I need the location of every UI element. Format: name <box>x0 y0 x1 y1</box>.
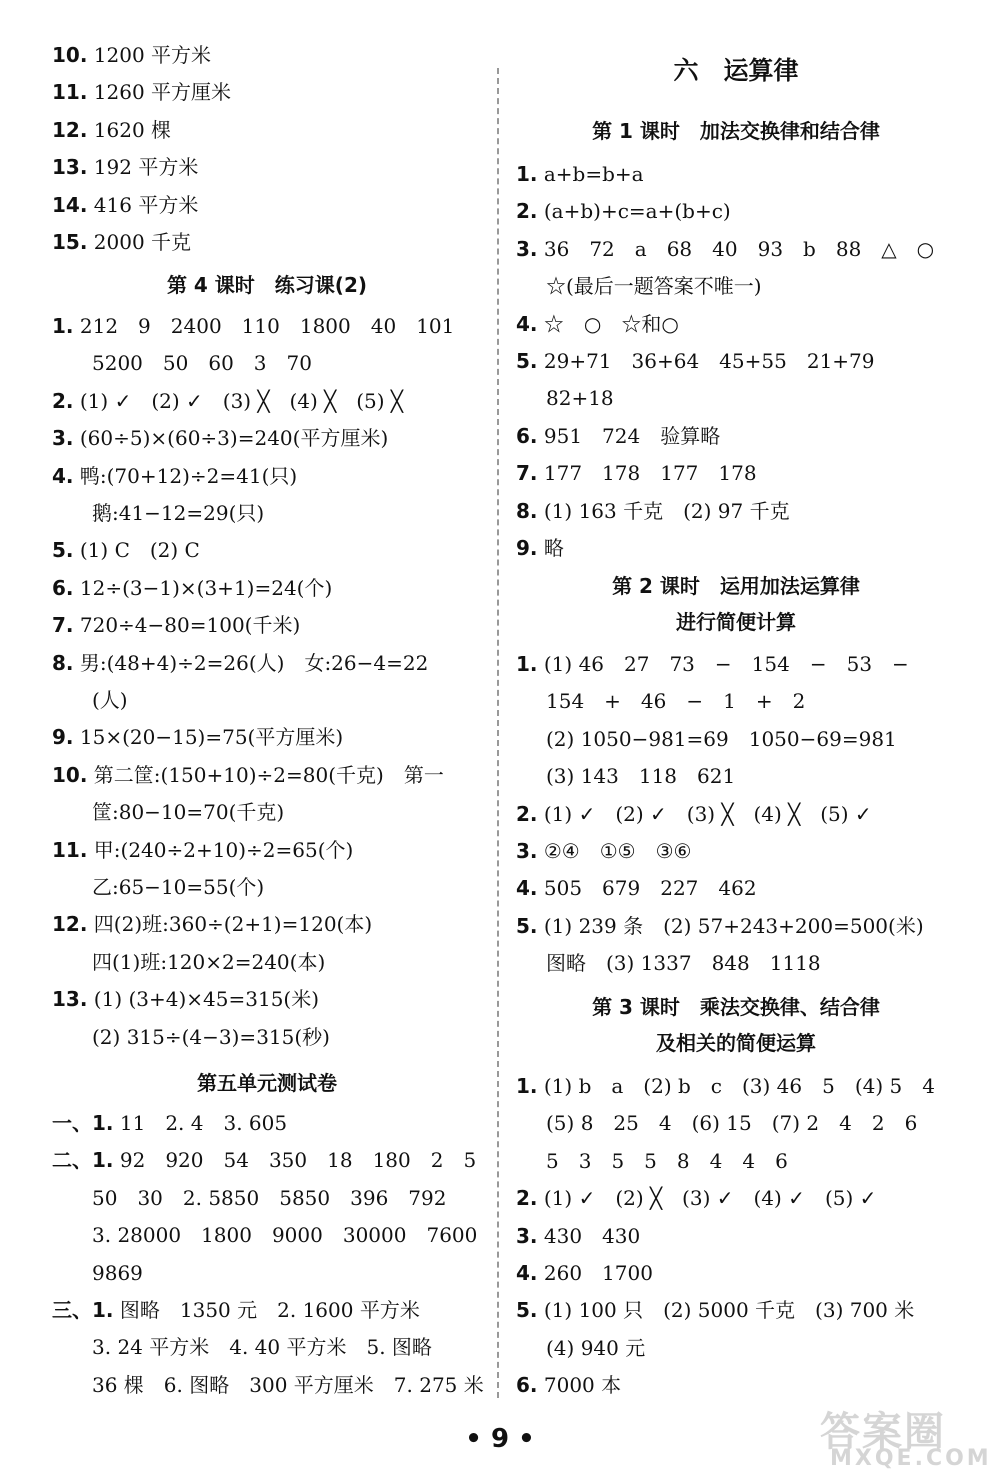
answer-line <box>92 1260 143 1286</box>
answer-text: 720÷4−80=100(千米) <box>79 613 301 638</box>
answer-line <box>546 763 735 789</box>
answer-text: 12÷(3−1)×(3+1)=24(个) <box>79 575 333 600</box>
item-number: 15. <box>52 230 88 254</box>
item-number: 2. <box>516 199 538 224</box>
answer-line <box>516 1297 914 1323</box>
item-number: 三、1. <box>52 1298 114 1322</box>
answer-line <box>516 651 909 677</box>
answer-line <box>52 911 372 937</box>
answer-text: (1) C (2) C <box>79 538 200 563</box>
answer-line <box>92 687 128 713</box>
answer-text: 3. 24 平方米 4. 40 平方米 5. 图略 <box>92 1335 432 1360</box>
item-number: 4. <box>516 1261 538 1285</box>
answer-text: (人) <box>92 688 128 712</box>
answer-line <box>516 1260 653 1286</box>
answer-line <box>92 799 284 825</box>
unit-5-test-title: 第五单元测试卷 <box>197 1071 337 1095</box>
answer-text: (1) 46 27 73 − 154 − 53 − <box>543 652 909 676</box>
answer-text: (1) 239 条 (2) 57+243+200=500(米) <box>543 913 924 938</box>
answer-line <box>516 423 720 449</box>
answer-line <box>52 42 211 68</box>
answer-line <box>546 1335 645 1361</box>
answer-text: (2) 1050−981=69 1050−69=981 <box>546 726 897 751</box>
answer-text: 5 3 5 5 8 4 4 6 <box>546 1148 788 1173</box>
answer-line <box>92 350 312 376</box>
answer-text: 筐:80−10=70(千克) <box>92 800 285 825</box>
answer-text: (a+b)+c=a+(b+c) <box>543 199 731 224</box>
item-number: 1. <box>516 652 538 676</box>
answer-line <box>92 1185 446 1211</box>
answer-line <box>516 913 924 939</box>
answer-text: (3) 143 118 621 <box>546 764 736 789</box>
lesson-3-title: 第 3 课时 乘法交换律、结合律 <box>592 995 880 1019</box>
item-number: 4. <box>516 876 538 901</box>
answer-text: 鸭:(70+12)÷2=41(只) <box>79 463 298 488</box>
answer-text: 36 棵 6. 图略 300 平方厘米 7. 275 米 <box>92 1372 484 1397</box>
answer-line <box>52 1147 476 1173</box>
answer-text: 505 679 227 462 <box>543 876 757 901</box>
item-number: 1. <box>516 162 538 186</box>
item-number: 一、1. <box>52 1111 114 1135</box>
answer-line <box>516 236 934 262</box>
answer-line <box>92 874 264 900</box>
answer-text: 154 + 46 − 1 + 2 <box>546 689 806 714</box>
answer-text: 1200 平方米 <box>93 43 212 67</box>
item-number: 12. <box>52 912 88 937</box>
item-number: 5. <box>516 349 538 373</box>
item-number: 10. <box>52 762 88 787</box>
answer-text: 5200 50 60 3 70 <box>92 351 312 376</box>
answer-line <box>52 229 191 255</box>
item-number: 2. <box>516 801 538 826</box>
answer-text: (60÷5)×(60÷3)=240(平方厘米) <box>79 426 389 451</box>
answer-text: 略 <box>543 536 564 560</box>
answer-line <box>516 311 679 337</box>
answer-line <box>52 463 297 489</box>
item-number: 3. <box>516 839 538 863</box>
lesson-1-title: 第 1 课时 加法交换律和结合律 <box>592 119 880 143</box>
answer-text: 四(2)班:360÷(2+1)=120(本) <box>93 912 373 937</box>
answer-text: 177 178 177 178 <box>543 461 757 486</box>
answer-text: 鹅:41−12=29(只) <box>92 501 265 525</box>
item-number: 5. <box>516 913 538 938</box>
answer-line <box>52 388 403 414</box>
item-number: 13. <box>52 987 88 1012</box>
answer-line <box>52 425 388 451</box>
watermark-url: MXQE.COM <box>830 1446 992 1471</box>
answer-line <box>92 1372 484 1398</box>
answer-line <box>52 986 319 1012</box>
answer-text: 82+18 <box>546 386 614 411</box>
item-number: 7. <box>516 461 538 486</box>
answer-line <box>516 535 564 561</box>
answer-text: 9869 <box>92 1260 143 1285</box>
answer-text: 2000 千克 <box>93 230 192 254</box>
answer-text: 212 9 2400 110 1800 40 101 <box>79 314 455 338</box>
answer-text: ☆(最后一题答案不唯一) <box>546 274 762 299</box>
answer-text: 260 1700 <box>543 1261 653 1285</box>
item-number: 10. <box>52 43 88 67</box>
answer-text: (1) 100 只 (2) 5000 千克 (3) 700 米 <box>543 1298 915 1323</box>
item-number: 3. <box>516 1223 538 1248</box>
item-number: 6. <box>516 423 538 448</box>
answer-text: 乙:65−10=55(个) <box>92 875 265 899</box>
answer-text: 男:(48+4)÷2=26(人) 女:26−4=22 <box>79 650 429 675</box>
item-number: 11. <box>52 80 88 105</box>
answer-text: (1) ✓ (2) ✓ (3) ╳ (4) ╳ (5) ╳ <box>79 388 403 413</box>
column-divider <box>497 68 499 1398</box>
answer-line <box>516 498 790 524</box>
answer-text: (1) ✓ (2) ✓ (3) ╳ (4) ╳ (5) ✓ <box>543 801 872 826</box>
answer-line <box>92 949 325 975</box>
answer-line <box>52 1297 420 1323</box>
item-number: 12. <box>52 117 88 142</box>
answer-text: 92 920 54 350 18 180 2 5 <box>119 1148 477 1173</box>
answer-text: 29+71 36+64 45+55 21+79 <box>543 349 875 373</box>
answer-line <box>546 688 805 714</box>
answer-line <box>52 154 198 180</box>
answer-text: 图略 1350 元 2. 1600 平方米 <box>119 1298 420 1322</box>
item-number: 4. <box>52 463 74 488</box>
answer-line <box>546 273 762 299</box>
answer-line <box>516 1223 640 1249</box>
answer-line <box>52 575 332 601</box>
answer-text: 50 30 2. 5850 5850 396 792 <box>92 1185 447 1210</box>
item-number: 8. <box>516 498 538 523</box>
answer-line <box>52 313 454 339</box>
answer-line <box>516 838 691 864</box>
answer-line <box>516 1073 935 1099</box>
item-number: 14. <box>52 192 88 217</box>
answer-text: ☆ ○ ☆和○ <box>543 311 679 336</box>
lesson-2-title: 第 2 课时 运用加法运算律 <box>612 574 860 598</box>
item-number: 9. <box>52 725 74 750</box>
answer-line <box>92 1024 330 1050</box>
answer-text: 7000 本 <box>543 1373 622 1398</box>
answer-line <box>92 1334 432 1360</box>
answer-line <box>546 726 897 752</box>
answer-text: (1) (3+4)×45=315(米) <box>93 987 320 1012</box>
item-number: 二、1. <box>52 1148 114 1173</box>
answer-text: 四(1)班:120×2=240(本) <box>92 949 326 974</box>
answer-text: 第二筐:(150+10)÷2=80(千克) 第一 <box>93 762 444 787</box>
answer-line <box>516 1372 621 1398</box>
answer-text: a+b=b+a <box>543 162 644 186</box>
answer-text: 36 72 a 68 40 93 b 88 △ ○ <box>543 236 935 261</box>
item-number: 13. <box>52 155 88 180</box>
answer-line <box>52 537 200 563</box>
item-number: 5. <box>516 1298 538 1323</box>
item-number: 1. <box>516 1074 538 1098</box>
answer-line <box>516 348 875 374</box>
answer-text: 图略 (3) 1337 848 1118 <box>546 951 821 976</box>
watermark-text: 答案圈 <box>820 1409 946 1455</box>
answer-text: 1260 平方厘米 <box>93 80 232 105</box>
item-number: 2. <box>52 388 74 413</box>
answer-line <box>516 161 644 187</box>
item-number: 4. <box>516 311 538 336</box>
item-number: 6. <box>52 575 74 600</box>
answer-text: 3. 28000 1800 9000 30000 7600 <box>92 1223 478 1248</box>
answer-text: 1620 棵 <box>93 117 172 142</box>
item-number: 1. <box>52 314 74 338</box>
lesson-2-subtitle: 进行简便计算 <box>676 610 796 634</box>
answer-text: ②④ ①⑤ ③⑥ <box>543 839 692 863</box>
unit-title: 六 运算律 <box>673 56 799 85</box>
answer-text: (5) 8 25 4 (6) 15 (7) 2 4 2 6 <box>546 1111 918 1136</box>
answer-text: 416 平方米 <box>93 192 199 217</box>
answer-line <box>52 79 231 105</box>
item-number: 8. <box>52 650 74 675</box>
page-number: • 9 • <box>465 1424 535 1454</box>
answer-text: (4) 940 元 <box>546 1335 646 1360</box>
answer-text: (1) ✓ (2) ╳ (3) ✓ (4) ✓ (5) ✓ <box>543 1186 877 1211</box>
answer-line <box>516 801 872 827</box>
lesson-3-subtitle: 及相关的简便运算 <box>656 1031 816 1055</box>
answer-line <box>516 875 757 901</box>
answer-line <box>546 385 614 411</box>
answer-text: 430 430 <box>543 1223 641 1248</box>
answer-text: 11 2. 4 3. 605 <box>119 1111 288 1135</box>
answer-line <box>52 837 353 863</box>
answer-text: 甲:(240÷2+10)÷2=65(个) <box>93 837 354 862</box>
watermark-logo <box>820 1400 990 1478</box>
answer-text: (2) 315÷(4−3)=315(秒) <box>92 1024 330 1049</box>
answer-text: 951 724 验算略 <box>543 423 721 448</box>
answer-line <box>546 1148 788 1174</box>
answer-line <box>516 1185 876 1211</box>
item-number: 11. <box>52 837 88 862</box>
answer-line <box>52 1110 287 1136</box>
answer-line <box>52 650 428 676</box>
answer-text: (1) b a (2) b c (3) 46 5 (4) 5 4 <box>543 1074 935 1098</box>
item-number: 3. <box>516 236 538 261</box>
answer-line <box>92 500 264 526</box>
item-number: 5. <box>52 538 74 563</box>
answer-line <box>52 192 198 218</box>
item-number: 2. <box>516 1186 538 1211</box>
answer-line <box>52 612 300 638</box>
item-number: 7. <box>52 613 74 638</box>
answer-line <box>516 198 731 224</box>
answer-line <box>92 1222 477 1248</box>
answer-text: 192 平方米 <box>93 155 199 180</box>
answer-line <box>516 460 757 486</box>
item-number: 3. <box>52 426 74 451</box>
answer-line <box>546 950 821 976</box>
answer-text: (1) 163 千克 (2) 97 千克 <box>543 498 790 523</box>
lesson-4-title: 第 4 课时 练习课(2) <box>166 273 368 297</box>
answer-text: 15×(20−15)=75(平方厘米) <box>79 725 344 750</box>
item-number: 9. <box>516 536 538 560</box>
answer-line <box>52 724 343 750</box>
item-number: 6. <box>516 1373 538 1398</box>
answer-line <box>52 117 171 143</box>
answer-line <box>546 1110 917 1136</box>
answer-line <box>52 762 444 788</box>
